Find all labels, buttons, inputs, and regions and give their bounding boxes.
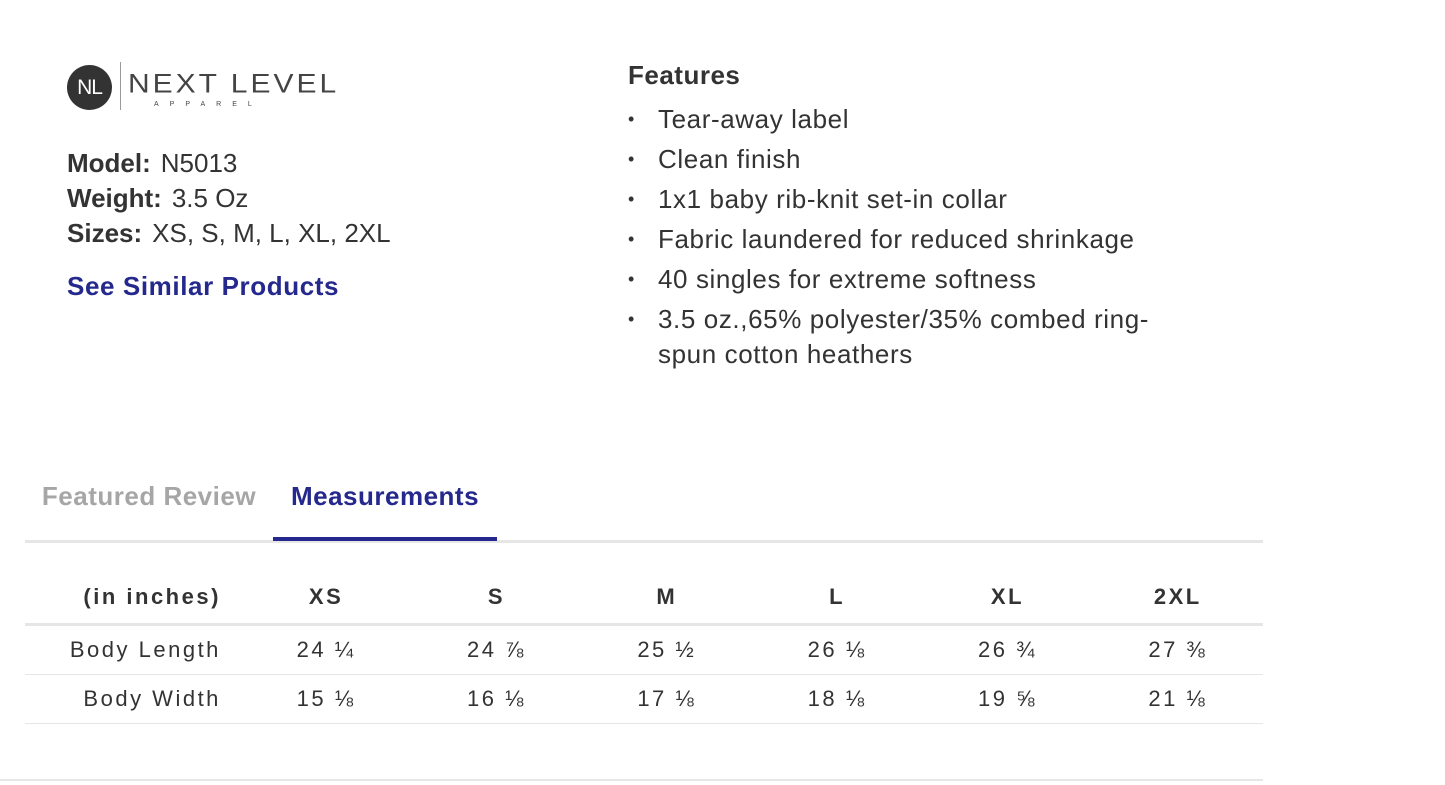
measurement-cell: 18 ⅛ [752, 675, 922, 724]
logo-monogram: NL [67, 65, 112, 110]
section-divider [0, 779, 1263, 781]
feature-text: 40 singles for extreme softness [658, 264, 1037, 294]
logo-divider [120, 62, 121, 110]
table-row [25, 625, 1263, 675]
spec-label: Weight: [67, 183, 162, 213]
feature-text: 3.5 oz.,65% polyester/35% combed ring-spun cotton heathers [658, 304, 1150, 369]
measurements-table [25, 571, 1263, 724]
bullet-icon: • [628, 309, 635, 329]
spec-label: Sizes: [67, 218, 143, 248]
bullet-icon: • [628, 229, 635, 249]
feature-item [628, 102, 1188, 137]
measurement-cell: 24 ¼ [241, 625, 411, 675]
see-similar-products-link[interactable]: See Similar Products [67, 271, 340, 301]
feature-text: 1x1 baby rib-knit set-in collar [658, 184, 1008, 214]
bullet-icon: • [628, 189, 635, 209]
spec-label: Model: [67, 148, 151, 178]
measurement-cell: 16 ⅛ [411, 675, 581, 724]
spec-weight [67, 181, 391, 216]
feature-item [628, 222, 1188, 257]
table-header-row [25, 571, 1263, 625]
row-label: Body Length [25, 625, 241, 675]
unit-header: (in inches) [25, 571, 241, 625]
feature-item [628, 142, 1188, 177]
measurement-cell: 24 ⅞ [411, 625, 581, 675]
logo-tagline: APPAREL [154, 101, 263, 108]
row-label: Body Width [25, 675, 241, 724]
tab-featured-review[interactable]: Featured Review [41, 481, 257, 511]
feature-item [628, 302, 1188, 372]
size-column-header: XS [241, 571, 411, 625]
feature-text: Clean finish [658, 144, 802, 174]
spec-model [67, 146, 391, 181]
bullet-icon: • [628, 149, 635, 169]
size-column-header: 2XL [1093, 571, 1263, 625]
bullet-icon: • [628, 269, 635, 289]
product-tabs [25, 460, 1263, 543]
measurement-cell: 15 ⅛ [241, 675, 411, 724]
spec-sizes [67, 216, 391, 251]
logo-brand-text: NEXT LEVEL [128, 69, 340, 99]
measurement-cell: 19 ⅝ [922, 675, 1092, 724]
size-column-header: L [752, 571, 922, 625]
measurement-cell: 17 ⅛ [582, 675, 752, 724]
size-column-header: XL [922, 571, 1092, 625]
brand-logo [67, 62, 340, 112]
table-row [25, 675, 1263, 724]
feature-item [628, 262, 1188, 297]
measurement-cell: 21 ⅛ [1093, 675, 1263, 724]
measurement-cell: 26 ⅛ [752, 625, 922, 675]
measurement-cell: 26 ¾ [922, 625, 1092, 675]
active-tab-indicator [273, 537, 497, 541]
measurement-cell: 27 ⅜ [1093, 625, 1263, 675]
product-specs [67, 146, 391, 251]
feature-text: Fabric laundered for reduced shrinkage [658, 224, 1135, 254]
feature-item [628, 182, 1188, 217]
tab-measurements[interactable]: Measurements [290, 481, 480, 511]
measurement-cell: 25 ½ [582, 625, 752, 675]
spec-value: N5013 [160, 148, 238, 178]
features-heading: Features [628, 60, 741, 90]
size-column-header: S [411, 571, 581, 625]
size-column-header: M [582, 571, 752, 625]
feature-text: Tear-away label [658, 104, 850, 134]
spec-value: 3.5 Oz [171, 183, 249, 213]
bullet-icon: • [628, 109, 635, 129]
spec-value: XS, S, M, L, XL, 2XL [152, 218, 391, 248]
features-list [628, 102, 1188, 377]
